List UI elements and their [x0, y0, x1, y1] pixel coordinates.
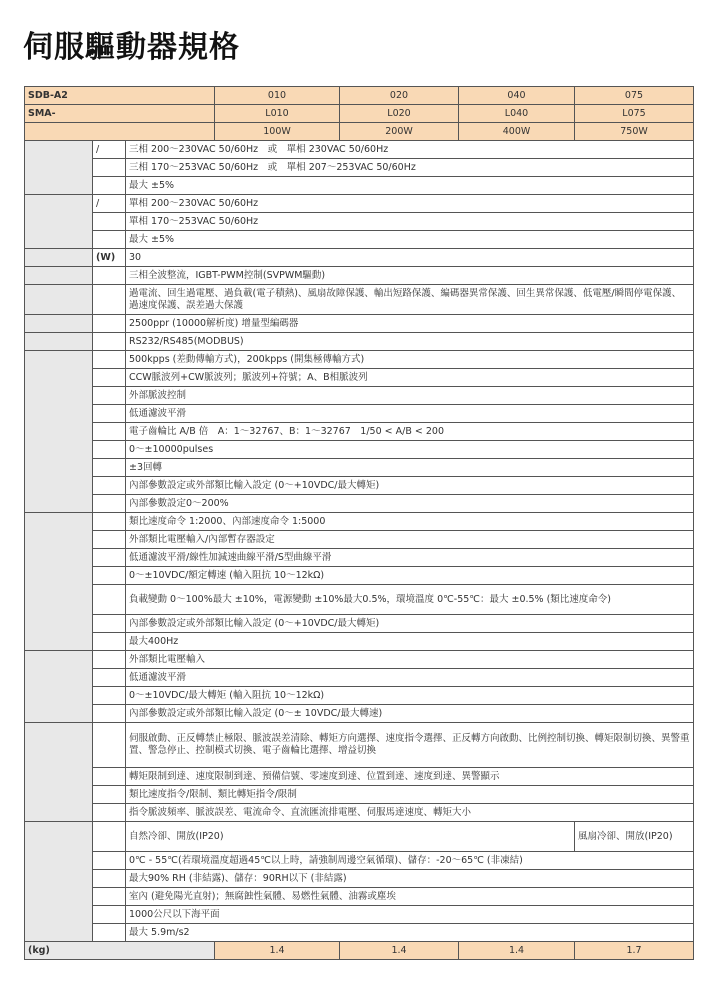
subcategory-cell	[93, 459, 126, 477]
subcategory-cell	[93, 549, 126, 567]
header-cell: L020	[340, 105, 459, 123]
spec-value: 電子齒輪比 A/B 倍 A：1～32767、B：1～32767 1/50 < A/B < 200	[126, 423, 694, 441]
spec-row	[25, 549, 694, 567]
subcategory-cell	[93, 924, 126, 942]
subcategory-cell	[93, 513, 126, 531]
spec-table	[24, 86, 694, 960]
subcategory-cell: /	[93, 141, 126, 159]
header-cell: 075	[575, 87, 694, 105]
spec-row	[25, 387, 694, 405]
spec-value: 500kpps (差動傳輸方式)，200kpps (開集極傳輸方式)	[126, 351, 694, 369]
category-cell	[25, 285, 93, 315]
spec-row	[25, 423, 694, 441]
header-label: SDB-A2	[25, 87, 215, 105]
spec-row	[25, 585, 694, 615]
spec-row	[25, 687, 694, 705]
spec-value: 最大400Hz	[126, 633, 694, 651]
spec-value: 外部類比電壓輸入	[126, 651, 694, 669]
spec-row	[25, 786, 694, 804]
subcategory-cell	[93, 159, 126, 177]
spec-row	[25, 888, 694, 906]
spec-value-alt: 風扇冷卻、開放(IP20)	[575, 822, 694, 852]
spec-row	[25, 705, 694, 723]
subcategory-cell	[93, 852, 126, 870]
category-cell	[25, 333, 93, 351]
subcategory-cell	[93, 423, 126, 441]
subcategory-cell	[93, 441, 126, 459]
header-cell: 200W	[340, 123, 459, 141]
spec-value: 0～±10VDC/額定轉速 (輸入阻抗 10～12kΩ)	[126, 567, 694, 585]
category-cell	[25, 822, 93, 942]
spec-row	[25, 924, 694, 942]
header-cell: 020	[340, 87, 459, 105]
spec-value: 30	[126, 249, 694, 267]
spec-row	[25, 141, 694, 159]
spec-row	[25, 351, 694, 369]
spec-row	[25, 459, 694, 477]
spec-row	[25, 315, 694, 333]
spec-value: 低通濾波平滑	[126, 669, 694, 687]
header-row	[25, 87, 694, 105]
subcategory-cell	[93, 405, 126, 423]
spec-row	[25, 723, 694, 768]
weight-value: 1.4	[340, 942, 459, 960]
header-cell: 100W	[215, 123, 340, 141]
subcategory-cell	[93, 723, 126, 768]
subcategory-cell	[93, 615, 126, 633]
spec-row	[25, 405, 694, 423]
category-cell	[25, 351, 93, 513]
header-row	[25, 123, 694, 141]
subcategory-cell	[93, 906, 126, 924]
spec-value: 自然冷卻、開放(IP20)	[126, 822, 575, 852]
spec-value: 單相 170～253VAC 50/60Hz	[126, 213, 694, 231]
spec-value: 最大 ±5%	[126, 177, 694, 195]
weight-value: 1.4	[459, 942, 575, 960]
spec-row	[25, 177, 694, 195]
spec-value: 0℃ - 55℃(若環境溫度超過45℃以上時，請強制周邊空氣循環)、儲存：-20～65℃ (非凍結)	[126, 852, 694, 870]
spec-value: 低通濾波平滑/線性加減速曲線平滑/S型曲線平滑	[126, 549, 694, 567]
spec-row	[25, 768, 694, 786]
spec-value: 室內 (避免陽光直射)；無腐蝕性氣體、易燃性氣體、油霧或塵埃	[126, 888, 694, 906]
spec-value: ±3回轉	[126, 459, 694, 477]
subcategory-cell	[93, 531, 126, 549]
subcategory-cell	[93, 651, 126, 669]
spec-value: 伺服啟動、正反轉禁止極限、脈波誤差清除、轉矩方向選擇、速度指令選擇、正反轉方向啟動、比例控制切換、轉矩限制切換、異警重置、警急停止、控制模式切換、電子齒輪比選擇、增益切換	[126, 723, 694, 768]
header-cell: 040	[459, 87, 575, 105]
spec-value: 負載變動 0～100%最大 ±10%，電源變動 ±10%最大0.5%，環境溫度 0℃-55℃：最大 ±0.5% (類比速度命令)	[126, 585, 694, 615]
spec-value: 外部類比電壓輸入/內部暫存器設定	[126, 531, 694, 549]
subcategory-cell	[93, 786, 126, 804]
category-cell	[25, 723, 93, 822]
header-cell: 750W	[575, 123, 694, 141]
spec-value: 最大 ±5%	[126, 231, 694, 249]
spec-value: 內部參數設定或外部類比輸入設定 (0～+10VDC/最大轉矩)	[126, 615, 694, 633]
weight-label: (kg)	[25, 942, 215, 960]
subcategory-cell	[93, 267, 126, 285]
spec-value: 三相 170～253VAC 50/60Hz 或 單相 207～253VAC 50/60Hz	[126, 159, 694, 177]
category-cell	[25, 267, 93, 285]
weight-row	[25, 942, 694, 960]
spec-row	[25, 531, 694, 549]
subcategory-cell: (W)	[93, 249, 126, 267]
header-label: SMA-	[25, 105, 215, 123]
subcategory-cell	[93, 387, 126, 405]
spec-value: RS232/RS485(MODBUS)	[126, 333, 694, 351]
spec-row	[25, 567, 694, 585]
category-cell	[25, 141, 93, 195]
spec-value: 過電流、回生過電壓、過負載(電子積熱)、風扇故障保護、輸出短路保護、編碼器異常保護、回生異常保護、低電壓/瞬間停電保護、過速度保護、誤差過大保護	[126, 285, 694, 315]
spec-row	[25, 477, 694, 495]
spec-value: 低通濾波平滑	[126, 405, 694, 423]
header-label	[25, 123, 215, 141]
spec-row	[25, 333, 694, 351]
spec-value: 0～±10VDC/最大轉矩 (輸入阻抗 10～12kΩ)	[126, 687, 694, 705]
spec-value: 內部參數設定或外部類比輸入設定 (0～+10VDC/最大轉矩)	[126, 477, 694, 495]
subcategory-cell	[93, 669, 126, 687]
spec-value: 2500ppr (10000解析度) 增量型編碼器	[126, 315, 694, 333]
header-row	[25, 105, 694, 123]
spec-row	[25, 285, 694, 315]
header-cell: L010	[215, 105, 340, 123]
spec-value: 最大90% RH (非結露)、儲存：90RH以下 (非結露)	[126, 870, 694, 888]
spec-row	[25, 231, 694, 249]
spec-value: CCW脈波列+CW脈波列；脈波列+符號；A、B相脈波列	[126, 369, 694, 387]
spec-value: 指令脈波頻率、脈波誤差、電流命令、直流匯流排電壓、伺服馬達速度、轉矩大小	[126, 804, 694, 822]
spec-row	[25, 669, 694, 687]
spec-row	[25, 804, 694, 822]
subcategory-cell: /	[93, 195, 126, 213]
subcategory-cell	[93, 177, 126, 195]
category-cell	[25, 249, 93, 267]
subcategory-cell	[93, 231, 126, 249]
subcategory-cell	[93, 687, 126, 705]
spec-value: 類比速度命令 1:2000、內部速度命令 1:5000	[126, 513, 694, 531]
spec-row	[25, 513, 694, 531]
subcategory-cell	[93, 351, 126, 369]
spec-row	[25, 633, 694, 651]
subcategory-cell	[93, 888, 126, 906]
spec-row	[25, 495, 694, 513]
header-cell: 010	[215, 87, 340, 105]
spec-row	[25, 822, 694, 852]
subcategory-cell	[93, 567, 126, 585]
spec-value: 外部脈波控制	[126, 387, 694, 405]
weight-value: 1.4	[215, 942, 340, 960]
subcategory-cell	[93, 285, 126, 315]
subcategory-cell	[93, 822, 126, 852]
header-cell: L040	[459, 105, 575, 123]
subcategory-cell	[93, 705, 126, 723]
spec-value: 內部參數設定或外部類比輸入設定 (0～± 10VDC/最大轉速)	[126, 705, 694, 723]
subcategory-cell	[93, 585, 126, 615]
spec-value: 三相全波整流，IGBT-PWM控制(SVPWM驅動)	[126, 267, 694, 285]
category-cell	[25, 513, 93, 651]
spec-value: 0～±10000pulses	[126, 441, 694, 459]
subcategory-cell	[93, 804, 126, 822]
category-cell	[25, 195, 93, 249]
category-cell	[25, 315, 93, 333]
spec-row	[25, 369, 694, 387]
spec-value: 轉矩限制到達、速度限制到達、預備信號、零速度到達、位置到達、速度到達、異警顯示	[126, 768, 694, 786]
spec-value: 最大 5.9m/s2	[126, 924, 694, 942]
subcategory-cell	[93, 870, 126, 888]
spec-row	[25, 906, 694, 924]
spec-row	[25, 852, 694, 870]
page-title: 伺服驅動器規格	[23, 30, 240, 65]
subcategory-cell	[93, 213, 126, 231]
subcategory-cell	[93, 369, 126, 387]
spec-row	[25, 615, 694, 633]
spec-row	[25, 267, 694, 285]
spec-row	[25, 870, 694, 888]
header-cell: 400W	[459, 123, 575, 141]
spec-row	[25, 249, 694, 267]
spec-value: 三相 200～230VAC 50/60Hz 或 單相 230VAC 50/60Hz	[126, 141, 694, 159]
subcategory-cell	[93, 633, 126, 651]
spec-row	[25, 195, 694, 213]
category-cell	[25, 651, 93, 723]
spec-value: 1000公尺以下海平面	[126, 906, 694, 924]
spec-row	[25, 159, 694, 177]
spec-value: 內部參數設定0～200%	[126, 495, 694, 513]
spec-value: 類比速度指令/限制、類比轉矩指令/限制	[126, 786, 694, 804]
spec-row	[25, 441, 694, 459]
subcategory-cell	[93, 768, 126, 786]
spec-row	[25, 651, 694, 669]
subcategory-cell	[93, 495, 126, 513]
spec-row	[25, 213, 694, 231]
subcategory-cell	[93, 315, 126, 333]
spec-value: 單相 200～230VAC 50/60Hz	[126, 195, 694, 213]
subcategory-cell	[93, 333, 126, 351]
subcategory-cell	[93, 477, 126, 495]
header-cell: L075	[575, 105, 694, 123]
weight-value: 1.7	[575, 942, 694, 960]
